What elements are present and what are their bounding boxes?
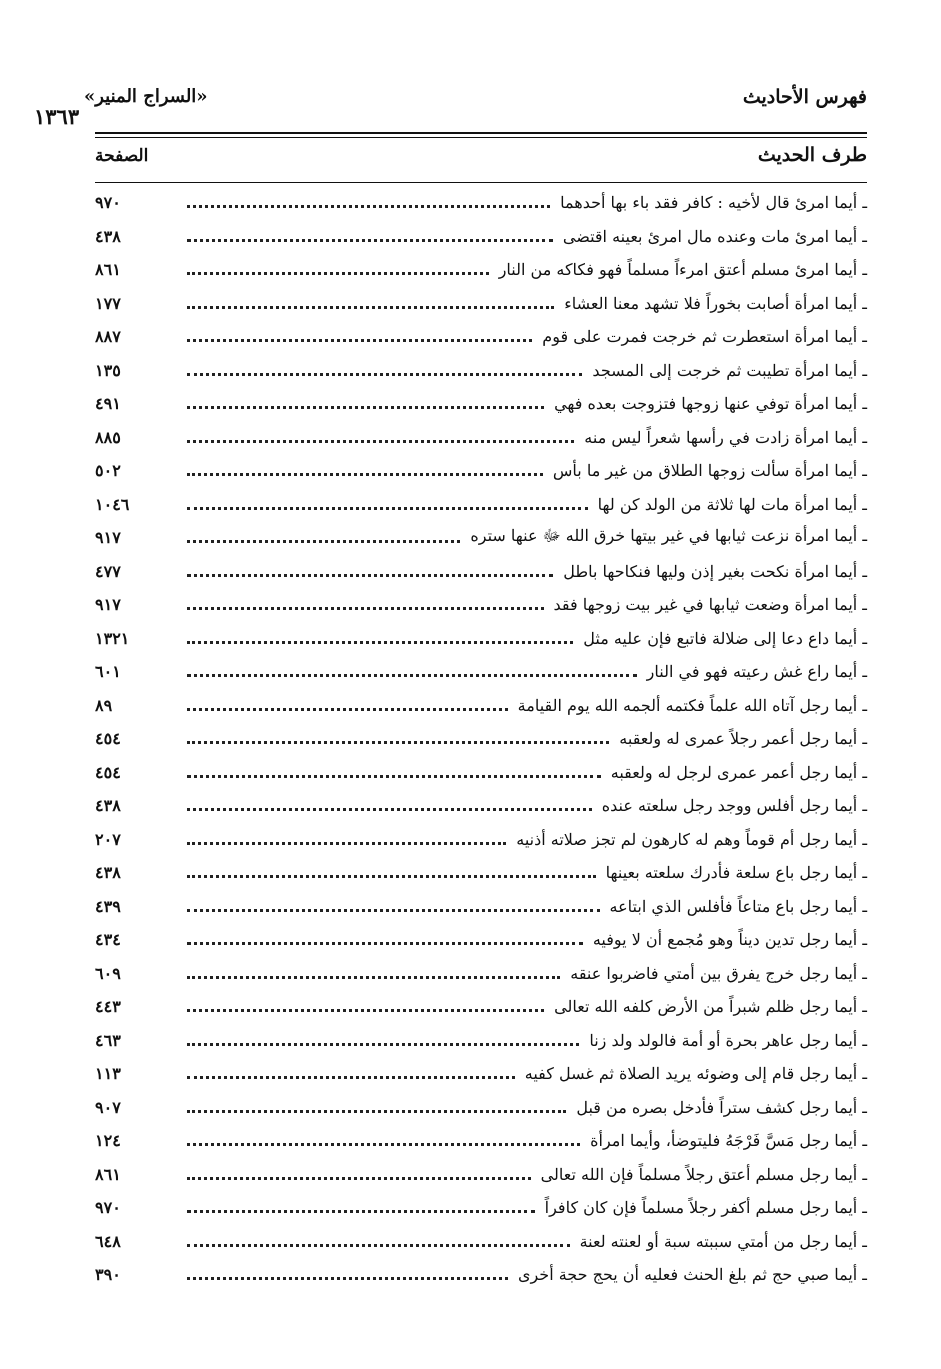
hadith-text: ـ أيما داع دعا إلى ضلالة فاتبع فإن عليه مثل [583,628,867,648]
hadith-text: ـ أيما رجل تدين ديناً وهو مُجمع أن لا يوفيه [592,930,867,950]
page-reference: ١٢٤ [95,1131,121,1151]
index-entry [95,722,867,756]
dot-leader [187,607,544,610]
dot-leader [187,239,553,242]
dot-leader [187,339,532,342]
page-reference: ١٠٤٦ [95,494,130,514]
hadith-text: ـ أيما امرأة أصابت بخوراً فلا تشهد معنا العشاء [564,293,867,313]
page-number: ١٣٦٣ [34,104,80,129]
dot-leader [187,1244,570,1247]
heading-rule [95,182,867,183]
hadith-text: ـ أيما امرأة مات لها ثلاثة من الولد كن لها [597,494,867,514]
page-reference: ٤٣٨ [95,796,121,816]
column-headings [95,144,867,178]
page-reference: ٤٣٨ [95,863,121,883]
index-entry [95,421,867,455]
hadith-text: ـ أيما رجل عاهر بحرة أو أمة فالولد ولد زنا [589,1030,867,1050]
dot-leader [187,842,506,845]
hadith-text: ـ أيما امرأة تطيبت ثم خرجت إلى المسجد [592,360,867,380]
page-reference: ٩٠٧ [95,1097,121,1117]
dot-leader [187,1043,579,1046]
hadith-text: ـ أيما رجل مسلم أكفر رجلاً مسلماً فإن كان كافراً [544,1198,867,1218]
index-entry [95,990,867,1024]
index-entry [95,488,867,522]
page-reference: ٨٨٥ [95,427,121,447]
hadith-text: ـ أيما راع غش رعيته فهو في النار [646,662,867,682]
dot-leader [187,373,582,376]
page-reference: ٩١٧ [95,528,121,548]
page-reference: ٨٦١ [95,260,121,280]
page-reference: ٦٤٨ [95,1231,121,1251]
dot-leader [187,406,544,409]
dot-leader [187,808,592,811]
index-entry [95,186,867,220]
hadith-text: ـ أيما رجل مسلم أعتق رجلاً مسلماً فإن الله تعالى [540,1164,867,1184]
hadith-text: ـ أيما رجل أفلس ووجد رجل سلعته عنده [601,796,867,816]
page-reference: ٤٣٤ [95,930,121,950]
hadith-text: ـ أيما امرأة توفي عنها زوجها فتزوجت بعده فهي [554,394,867,414]
index-entry [95,1057,867,1091]
hadith-text: ـ أيما رجل باع متاعاً فأفلس الذي ابتاعه [609,896,867,916]
page-reference: ٩٧٠ [95,1198,121,1218]
index-entry [95,555,867,589]
page-reference: ١٣٢١ [95,628,130,648]
dot-leader [187,942,583,945]
page-reference: ٩٧٠ [95,193,121,213]
dot-leader [187,674,637,677]
page-reference: ٨٨٧ [95,327,121,347]
dot-leader [187,909,600,912]
index-entry [95,890,867,924]
page-reference: ١١٣ [95,1064,121,1084]
dot-leader [187,1210,535,1213]
index-entry [95,1191,867,1225]
hadith-text: ـ أيما امرأة سألت زوجها الطلاق من غير ما بأس [552,461,867,481]
dot-leader [187,440,574,443]
hadith-text: ـ أيما رجل باع سلعة فأدرك سلعته بعينها [605,863,867,883]
dot-leader [187,976,560,979]
index-entry [95,387,867,421]
page-reference: ٦٠٩ [95,963,121,983]
header-rule-thin [95,137,867,138]
dot-leader [187,1277,508,1280]
index-entry [95,1225,867,1259]
hadith-text: ـ أيما امرأة نكحت بغير إذن وليها فنكاحها باطل [563,561,867,581]
index-entry [95,689,867,723]
index-entry [95,521,867,555]
index-entry [95,655,867,689]
index-entry [95,1158,867,1192]
index-entry [95,1258,867,1292]
index-entry [95,1024,867,1058]
dot-leader [187,306,554,309]
page-reference: ٢٠٧ [95,829,121,849]
dot-leader [187,540,460,543]
index-entry [95,856,867,890]
dot-leader [187,741,609,744]
page-reference: ٤٧٧ [95,561,121,581]
section-title: فهرس الأحاديث [742,86,867,108]
hadith-text: ـ أيما رجل آتاه الله علماً فكتمه ألجمه الله يوم القيامة [517,695,867,715]
page-reference: ٤٥٤ [95,762,121,782]
hadith-text: ـ أيما امرئ قال لأخيه : كافر فقد باء بها أحدهما [560,193,867,213]
index-entry [95,454,867,488]
dot-leader [187,875,596,878]
index-entry [95,287,867,321]
hadith-text: ـ أيما رجل خرج يفرق بين أمتي فاضربوا عنقه [570,963,867,983]
header-rule-thick [95,132,867,134]
page-reference: ٦٠١ [95,662,121,682]
dot-leader [187,205,550,208]
hadith-text: ـ أيما رجل أعمر رجلاً عمرى له ولعقبه [619,729,867,749]
index-entry [95,622,867,656]
page-reference: ١٣٥ [95,360,121,380]
dot-leader [187,574,553,577]
dot-leader [187,1177,531,1180]
page-column-heading: الصفحة [95,146,149,166]
dot-leader [187,272,489,275]
hadith-text: ـ أيما رجل من أمتي سببته سبة أو لعنته لعنة [579,1231,867,1251]
page-reference: ٣٩٠ [95,1265,121,1285]
hadith-text: ـ أيما امرأة استعطرت ثم خرجت فمرت على قوم [542,327,867,347]
hadith-text: ـ أيما امرئ مسلم أعتق امرءاً مسلماً فهو فكاكه من النار [498,260,867,280]
dot-leader [187,1076,515,1079]
dot-leader [187,775,601,778]
index-entry [95,1124,867,1158]
hadith-text: ـ أيما رجل أعمر عمرى لرجل له ولعقبه [610,762,867,782]
hadith-text: ـ أيما رجل مَسَّ فَرْجَهُ فليتوضأ، وأيما امرأة [590,1131,867,1151]
book-title: «السراج المنير» [84,86,208,107]
index-entry [95,756,867,790]
page-reference: ٤٥٤ [95,729,121,749]
index-entry [95,789,867,823]
index-entry [95,588,867,622]
hadith-text: ـ أيما امرئ مات وعنده مال امرئ بعينه اقتضى [562,226,867,246]
hadith-index-list [95,186,867,1292]
index-entry [95,1091,867,1125]
dot-leader [187,507,588,510]
page-reference: ١٧٧ [95,293,121,313]
index-entry [95,253,867,287]
hadith-text: ـ أيما رجل كشف ستراً فأدخل بصره من قبل [576,1097,867,1117]
hadith-text: ـ أيما رجل قام إلى وضوئه يريد الصلاة ثم غسل كفيه [524,1064,867,1084]
hadith-text: ـ أيما امرأة نزعت ثيابها في غير بيتها خرق الله ﷻ عنها ستره [470,526,867,546]
hadith-text: ـ أيما رجل أم قوماً وهم له كارهون لم تجز صلاته أذنيه [516,829,867,849]
index-entry [95,823,867,857]
page-reference: ٥٠٢ [95,461,121,481]
hadith-text: ـ أيما امرأة وضعت ثيابها في غير بيت زوجها فقد [553,595,867,615]
dot-leader [187,1143,580,1146]
dot-leader [187,1110,566,1113]
page-reference: ٤٩١ [95,394,121,414]
hadith-text: ـ أيما رجل ظلم شبراً من الأرض كلفه الله تعالى [554,997,867,1017]
index-entry [95,220,867,254]
hadith-text: ـ أيما امرأة زادت في رأسها شعراً ليس منه [584,427,867,447]
running-header [34,82,867,132]
page-reference: ٤٣٨ [95,226,121,246]
hadith-text: ـ أيما صبي حج ثم بلغ الحنث فعليه أن يحج حجة أخرى [517,1265,867,1285]
index-entry [95,354,867,388]
dot-leader [187,473,543,476]
page-reference: ٤٣٩ [95,896,121,916]
index-entry [95,923,867,957]
page-reference: ٤٤٣ [95,997,121,1017]
dot-leader [187,641,573,644]
dot-leader [187,1009,544,1012]
dot-leader [187,708,508,711]
page-reference: ٤٦٣ [95,1030,121,1050]
hadith-column-heading: طرف الحديث [757,144,867,166]
page-reference: ٨٦١ [95,1164,121,1184]
index-entry [95,320,867,354]
index-entry [95,957,867,991]
page-reference: ٨٩ [95,695,113,715]
page-reference: ٩١٧ [95,595,121,615]
